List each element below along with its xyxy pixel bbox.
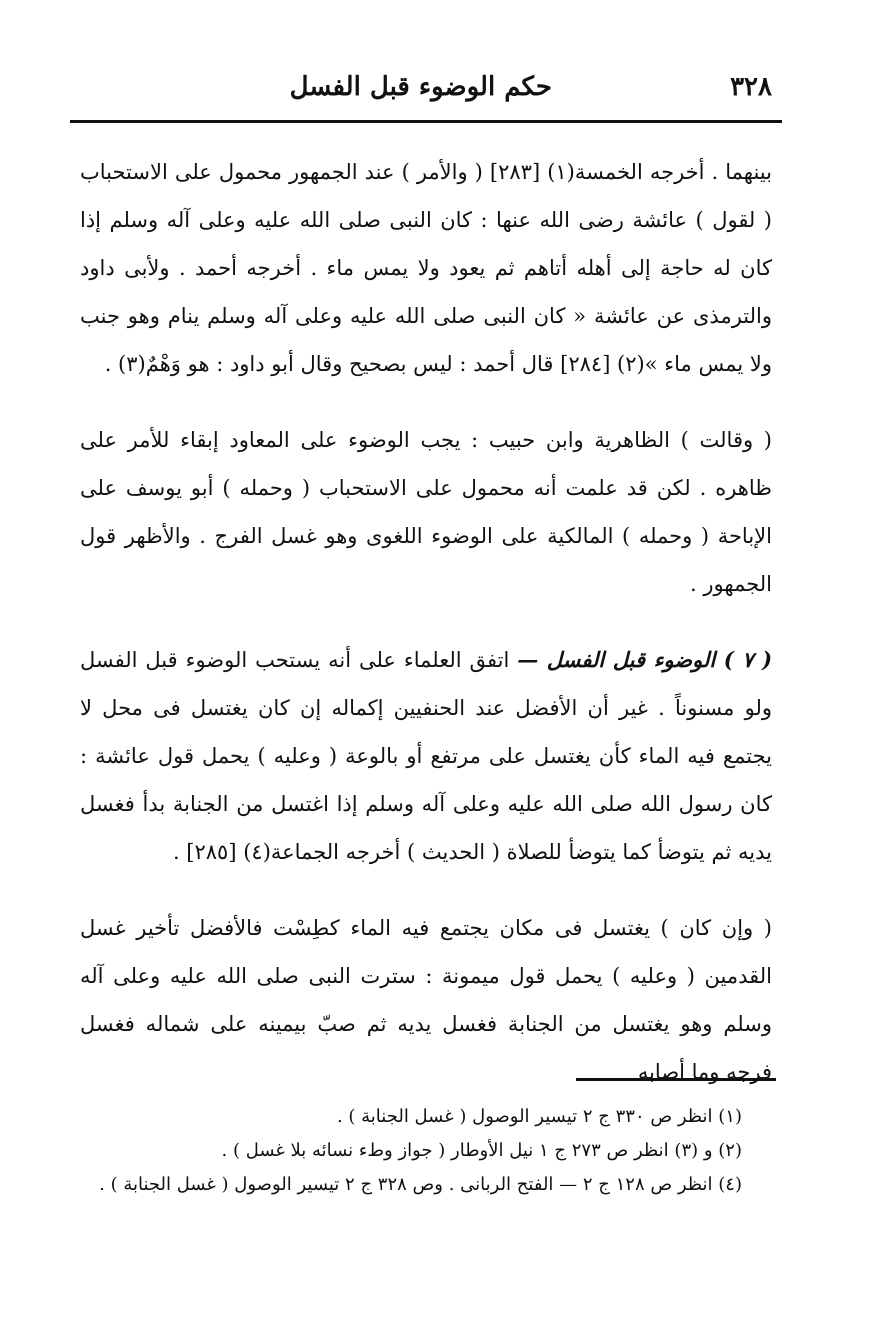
footnotes [90,1100,742,1202]
main-text [80,148,772,1124]
paragraph-2: ( وقالت ) الظاهرية وابن حبيب : يجب الوضوء على المعاود إبقاء للأمر على ظاهره . لكن قد علمت أنه محمول على الاستحباب ( وحمله ) أبو يوسف على الإباحة ( وحمله ) المالكية على الوضوء اللغوى وهو غسل الفرج . والأظهر قول الجمهور . [80,428,772,596]
section-heading: ( ٧ ) الوضوء قبل الفسل — [517,647,773,672]
page-header [70,72,782,112]
footnote-rule [576,1078,776,1081]
header-rule [70,120,782,123]
paragraph-1: بينهما . أخرجه الخمسة(١) [٢٨٣] ( والأمر ) عند الجمهور محمول على الاستحباب ( لقول ) عائشة رضى الله عنها : كان النبى صلى الله عليه وعلى آله وسلم إذا كان له حاجة إلى أهله أتاهم ثم يعود ولا يمس ماء . أخرجه أحمد . ولأبى داود والترمذى عن عائشة « كان النبى صلى الله عليه وعلى آله وسلم ينام وهو جنب ولا يمس ماء »(٢) [٢٨٤] قال أحمد : ليس بصحيح وقال أبو داود : هو وَهْمٌ(٣) . [80,160,772,376]
page-number: ٣٢٨ [730,72,772,102]
book-page [70,60,782,1300]
paragraph-3 [80,636,772,876]
footnote-1: (١) انظر ص ٣٣٠ ج ٢ تيسير الوصول ( غسل الجنابة ) . [336,1106,742,1127]
running-title: حكم الوضوء قبل الفسل [289,72,552,102]
footnote-2: (٢) و (٣) انظر ص ٢٧٣ ج ١ نيل الأوطار ( جواز وطء نسائه بلا غسل ) . [221,1140,742,1161]
paragraph-4: ( وإن كان ) يغتسل فى مكان يجتمع فيه الماء كطِسْت فالأفضل تأخير غسل القدمين ( وعليه ) يحمل قول ميمونة : سترت النبى صلى الله عليه وعلى آله وسلم وهو يغتسل من الجنابة فغسل يديه ثم صبّ بيمينه على شماله فغسل فرجه وما أصابه [80,916,772,1084]
footnote-3: (٤) انظر ص ١٢٨ ج ٢ — الفتح الربانى . وص ٣٢٨ ج ٢ تيسير الوصول ( غسل الجنابة ) . [99,1174,742,1195]
paragraph-3-text: اتفق العلماء على أنه يستحب الوضوء قبل الفسل ولو مسنوناً . غير أن الأفضل عند الحنفيين إكماله إن كان يغتسل فى محل لا يجتمع فيه الماء كأن يغتسل على مرتفع أو بالوعة ( وعليه ) يحمل قول عائشة : كان رسول الله صلى الله عليه وعلى آله وسلم إذا اغتسل من الجنابة بدأ فغسل يديه ثم يتوضأ كما يتوضأ للصلاة ( الحديث ) أخرجه الجماعة(٤) [٢٨٥] . [80,648,772,864]
